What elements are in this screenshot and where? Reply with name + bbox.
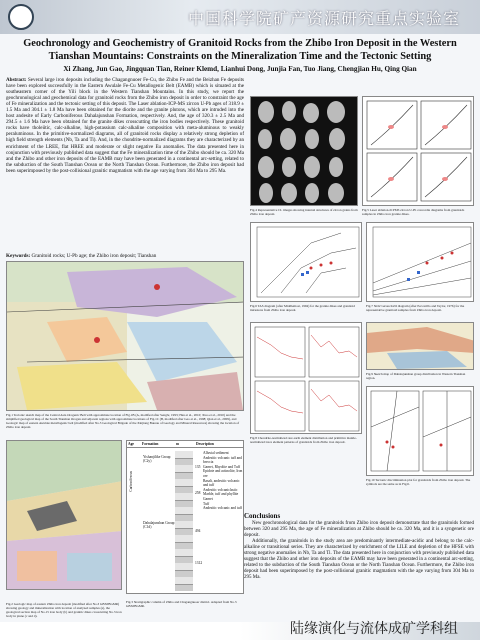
abstract-label: Abstract:: [6, 77, 27, 83]
figure-8-ree-patterns: [250, 322, 362, 434]
sketch-map-graphic: [367, 323, 474, 370]
figure-8-caption: Fig.8 Chondrite-normalized rare earth element distribution and primitive mantle-normalized trace element patterns of granitoids from Zhibo iron deposit.: [250, 436, 357, 444]
conclusion-paragraph-1: New geochronological data for the granitoids from Zhibo iron deposit demonstrate that the granitoids formed between 320 and 295 Ma, the age of Fe mineralization at Zhibo should be ca. 320 Ma, and it is a syngenetic ore deposit.: [244, 521, 474, 538]
figure-10-tectonic-plot: [366, 386, 474, 476]
zircon-grains: [251, 97, 358, 206]
keywords: [6, 253, 244, 259]
keywords-label: Keywords:: [6, 253, 31, 259]
figure-5-concordia: [362, 96, 474, 206]
figure-5-caption: Fig.5 Laser ablation-ICPMS zircon U-Pb concordia diagrams from granitoids samples in Zhibo iron granite dikes.: [362, 208, 465, 216]
poster-title: Geochronology and Geochemistry of Granitoid Rocks from the Zhibo Iron Deposit in the Western Tianshan Mountains: Constraints on the Mineralization Time and the Tectonic Setting: [23, 38, 457, 62]
institute-logo: [8, 4, 34, 30]
figure-1-caption: Fig.1 Tectonic sketch map of the Central Asia Orogenic Belt with approximate location of Fig.1B (A, modified after Sengör, 1993; Han et al., 2010; Xiao et al., 2010) and the simplified geological map of the South Tianshan Orogen and adjacent regions with approximate locations of Fig.1C (B, modified after Gao et al., 1998; Qian et al., 2009), and Geologic map of eastern Awulale metallogenic belt (modified after No.3 Geological Brigade of the Xinjiang Bureau of Geology and Mineral Resources) showing the location of Zhibo iron deposit.: [6, 413, 240, 429]
figure-6-tas-diagram: [250, 222, 362, 302]
footer-group-name: 陆缘演化与流体成矿学科组: [290, 621, 458, 637]
description-list: [203, 451, 243, 511]
figure-2-caption: Fig.2 Geologic map of eastern Zhibo iron deposit (modified after No.3 GBXJBGMR) showing geology and mineralization with location of analyzed samples (a), the geological section map of No.15 iron body (b) and granitic dikes crosscutting No.3 iron body in plane (c and d).: [6, 602, 122, 618]
thickness-4: 1312: [195, 561, 203, 565]
description-item: Garnet: [203, 496, 213, 501]
figure-7-caption: Fig.7 SiO2 versus K2O diagram (after Peccerillo and Taylor, 1976) for the representative granitoid samples from Zhibo iron deposit.: [366, 304, 465, 312]
thickness-3: 494: [195, 529, 201, 533]
k2o-plot: [367, 223, 474, 302]
description-item: Andesitic volcanic tuff and breccia: [203, 455, 242, 465]
figure-4-zircon-images: [250, 96, 358, 206]
keywords-text: Granitoid rocks; U-Pb age; the Zhibo iron deposit; Tianshan: [31, 253, 157, 259]
concordia-plots: [363, 97, 474, 206]
description-item: Andesitic volcanic and tuff: [203, 506, 242, 511]
description-item: Marble, tuff and phyllite: [203, 492, 239, 497]
formation-lower: Dahalajunshan Group (C1d): [143, 521, 175, 529]
figure-1-map: [6, 261, 244, 411]
lithology-column: [175, 451, 193, 591]
figure-4-caption: Fig.4 Representative CL images showing internal structures of zircon grains from Zhibo iron deposit.: [250, 208, 358, 216]
col-header-formation: Formation: [142, 442, 159, 446]
header-banner: [0, 0, 480, 34]
col-header-description: Description: [196, 442, 214, 446]
description-item: Alluvial sediment: [203, 451, 229, 455]
figure-9-caption: Fig.9 Sketch map of Dahalajunshan group distribution in Western Tianshan region.: [366, 372, 466, 380]
figure-6-caption: Fig.6 TAS diagram (after Middlemost, 1994) for the granite dikes and granitoid intrusions from Zhibo iron deposit.: [250, 304, 355, 312]
description-item: Andesitic volcaniclastic: [203, 487, 238, 492]
thickness-2: 258: [195, 491, 201, 495]
col-header-age: Age: [128, 442, 134, 446]
ree-plots: [251, 323, 362, 434]
figure-3-column: [126, 440, 244, 594]
thickness-1: 135: [195, 465, 201, 469]
formation-upper: Yishanjilike Group (C2y): [143, 455, 171, 463]
geologic-map-graphic: [7, 441, 122, 590]
figure-10-caption: Fig.10 Tectonic discrimination plot for granitoids from Zhibo iron deposit. The symbols are the same as in Fig.6.: [366, 478, 471, 486]
conclusions-heading: Conclusions: [244, 512, 281, 520]
figure-2-map: [6, 440, 122, 590]
map-graphic: [7, 262, 244, 411]
figure-9-sketch-map: [366, 322, 474, 370]
conclusion-paragraph-2: Additionally, the granitoids in the study area are predominantly intermediate-acidic and belong to the calc-alkaline or transitional series. They are characterized by enrichment of the LILE and depletion of the HFSE with strong negative anomalies in Nb, Ta and Ti. The data presented here in conjunction with previously published data suggest that the Zhibo and other iron deposits of the EAMB may have been generated in a continental arc-setting, related to the subduction of the South Tianshan Ocean or the North Tianshan Ocean. Furthermore, the Zhibo iron deposit had been superimposed by the post-collisional granitic magmatism with the age varying from 304 Ma to 295 Ma.: [244, 539, 474, 580]
description-item: Epidote and actinolite, Iron ore: [203, 469, 243, 478]
tas-plot: [251, 223, 362, 302]
description-item: Tuff: [203, 501, 210, 506]
tectonic-plots: [367, 387, 474, 476]
col-header-thickness: m: [176, 442, 179, 446]
description-item: Garnet, Rhyolite and Tuff: [203, 464, 241, 469]
conclusions-text: [244, 521, 474, 581]
figure-3-caption: Fig.3 Stratigraphic column of Zhibo and Chagangnuoer district. Adapted from No.3 GBXJBGMR.: [126, 600, 237, 608]
abstract-text: Several large iron deposits including the Chagangnuoer Fe-Cu, the Zhibo Fe and the Beizhan Fe deposits have been explored successfully in the Eastern Awulale Fe-Cu Metallogenic Belt (EAMB) which is situated at the southeastern corner of the Yili block in the Western Tianshan Mountains. In this study, we report the geochronological and geochemical data for granitoid rocks from the Zhibo iron deposit in order to constraint the age of Fe mineralization and the tectonic setting of this deposit. The Laser ablation-ICP-MS zircon U-Pb ages of 318.9 ± 1.5 Ma and 304.1 ± 1.8 Ma have been obtained for the diorite and the granite plutons, which are intruded into the host andesite of Early Carboniferous Dahalajunshan Formation, respectively. And, the age of 320.3 ± 2.5 Ma and 294.5 ± 1.6 Ma have been obtained for the granite dikes crosscutting the iron bodies respectively. These granitoid rocks have tholeiitic, calc-alkaline, high-potassium calc-alkaline composition with meta-aluminous to weakly peraluminous. In the primitive-normalized diagrams, all of granitoid rocks display a relatively strong depletion of high field strength elements (Nb, Ta and Ti). And, in the chondrite-normalized diagrams they are characterized by an enrichment of the LREE, flat HREE and moderate or slight negative Eu anomalies. The data presented here in conjunction with previously published data suggest that the Fe mineralization time of the Zhibo should be ca. 320 Ma and the Zhibo and other iron deposits of the EAMB may have been generated in a continental arc-setting, related to the subduction of the South Tianshan Ocean or the North Tianshan Ocean. Furthermore, the Zhibo iron deposit had been superimposed by the post-collisional granitic magmatism with the age varying from 304 Ma to 295 Ma.: [6, 77, 244, 174]
author-list: Xi Zhang, Jun Gao, Jingquan Tian, Reiner Klemd, Lianhui Dong, Junjia Fan, Tuo Jiang, Chengjian Hu, Qing Qian: [63, 65, 417, 73]
abstract: [6, 77, 244, 174]
description-item: Basalt, andesitic volcanic and tuff: [203, 478, 240, 488]
figure-7-k2o-diagram: [366, 222, 474, 302]
lab-name: 中国科学院矿产资源研究重点实验室: [187, 9, 460, 28]
age-label: Carboniferous: [129, 471, 133, 492]
